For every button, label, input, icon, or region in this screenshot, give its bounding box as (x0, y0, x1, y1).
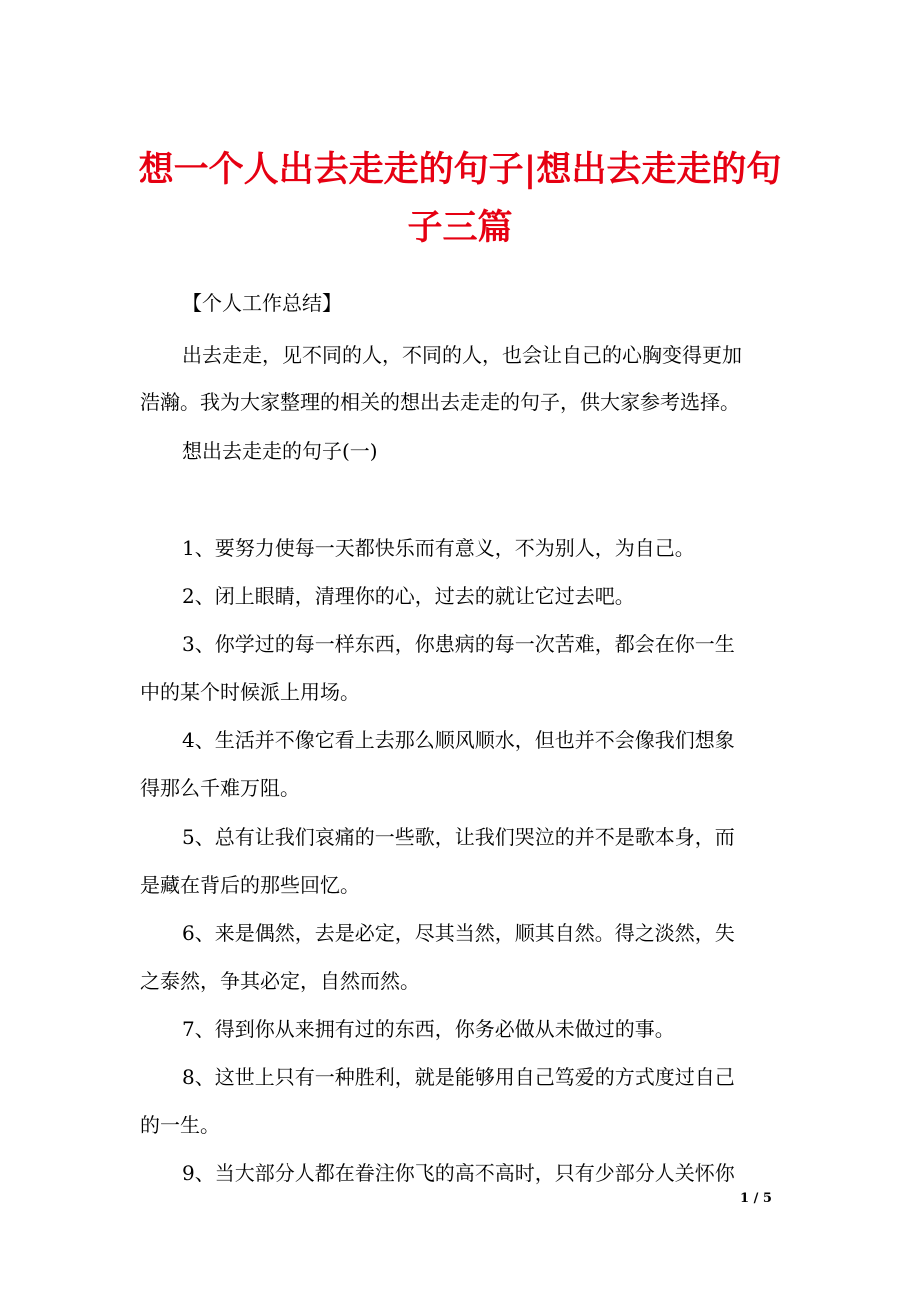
list-item-9: 9、当大部分人都在眷注你飞的高不高时，只有少部分人关怀你 (182, 1161, 735, 1185)
document-title-line-1: 想一个人出去走走的句子|想出去走走的句 (138, 149, 782, 190)
list-item-1: 1、要努力使每一天都快乐而有意义，不为别人，为自己。 (182, 536, 695, 560)
category-label: 【个人工作总结】 (182, 291, 342, 315)
page-number: 1 / 5 (740, 1191, 772, 1206)
list-item-6-continuation: 之泰然，争其必定，自然而然。 (140, 969, 420, 993)
document-title-line-2: 子三篇 (407, 207, 513, 248)
list-item-8-continuation: 的一生。 (140, 1113, 220, 1137)
intro-paragraph-line-1: 出去走走，见不同的人，不同的人，也会让自己的心胸变得更加 (182, 343, 742, 367)
list-item-6: 6、来是偶然，去是必定，尽其当然，顺其自然。得之淡然，失 (182, 921, 735, 945)
list-item-4: 4、生活并不像它看上去那么顺风顺水，但也并不会像我们想象 (182, 728, 735, 752)
list-item-5: 5、总有让我们哀痛的一些歌，让我们哭泣的并不是歌本身，而 (182, 825, 735, 849)
list-item-7: 7、得到你从来拥有过的东西，你务必做从未做过的事。 (182, 1017, 675, 1041)
list-item-2: 2、闭上眼睛，清理你的心，过去的就让它过去吧。 (182, 584, 635, 608)
list-item-4-continuation: 得那么千难万阻。 (140, 776, 300, 800)
list-item-3: 3、你学过的每一样东西，你患病的每一次苦难，都会在你一生 (182, 632, 735, 656)
list-item-3-continuation: 中的某个时候派上用场。 (140, 680, 360, 704)
list-item-8: 8、这世上只有一种胜利，就是能够用自己笃爱的方式度过自己 (182, 1065, 735, 1089)
section-heading: 想出去走走的句子(一) (182, 439, 378, 463)
intro-paragraph-line-2: 浩瀚。我为大家整理的相关的想出去走走的句子，供大家参考选择。 (140, 390, 740, 414)
list-item-5-continuation: 是藏在背后的那些回忆。 (140, 873, 360, 897)
